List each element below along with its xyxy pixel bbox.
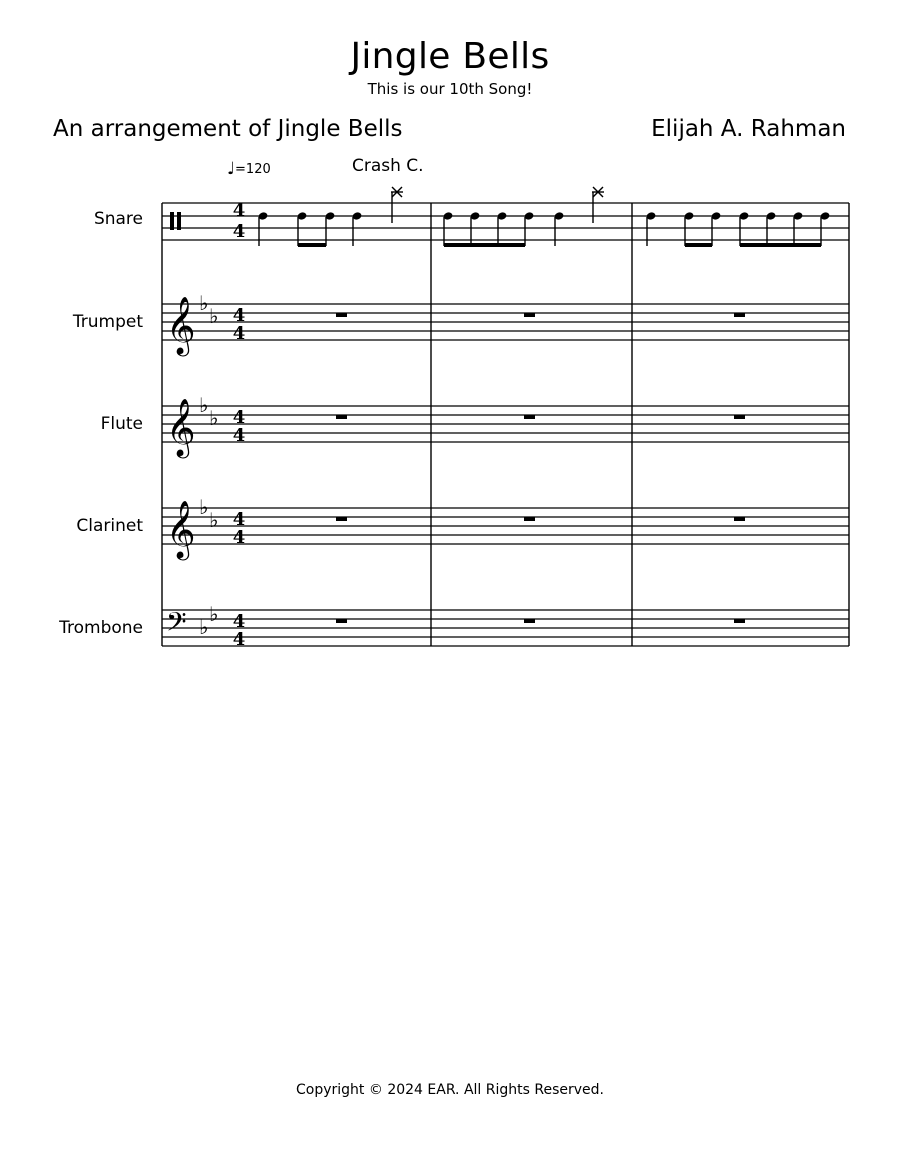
staff-flute bbox=[162, 406, 849, 442]
time-sig-top: 4 bbox=[232, 509, 246, 530]
percussion-clef-icon bbox=[170, 212, 181, 230]
page-title: Jingle Bells bbox=[350, 36, 550, 77]
svg-text:♭: ♭ bbox=[209, 602, 219, 626]
time-sig-top: 4 bbox=[232, 305, 246, 326]
measure-rest-icon bbox=[524, 313, 535, 317]
instrument-label-trumpet: Trumpet bbox=[72, 312, 143, 332]
staff-clarinet bbox=[162, 508, 849, 544]
composer-name: Elijah A. Rahman bbox=[651, 116, 846, 142]
crash-cymbal-label: Crash C. bbox=[352, 156, 424, 176]
measure-rest-icon bbox=[524, 619, 535, 623]
measure-rest-icon bbox=[524, 517, 535, 521]
instrument-label-flute: Flute bbox=[100, 414, 143, 434]
measure-rest-icon bbox=[336, 313, 347, 317]
time-sig-top: 4 bbox=[232, 407, 246, 428]
measure-rest-icon bbox=[336, 619, 347, 623]
page-subtitle: This is our 10th Song! bbox=[367, 80, 533, 98]
time-sig-bottom: 4 bbox=[232, 629, 246, 650]
measure-rest-icon bbox=[336, 517, 347, 521]
staff-trumpet bbox=[162, 304, 849, 340]
staff-snare bbox=[162, 203, 849, 240]
svg-text:♭: ♭ bbox=[209, 508, 219, 532]
svg-text:♭: ♭ bbox=[199, 495, 209, 519]
instrument-label-trombone: Trombone bbox=[59, 618, 143, 638]
quarter-note-icon: ♩ bbox=[227, 159, 236, 179]
staff-trombone bbox=[162, 610, 849, 646]
measure-rests bbox=[336, 313, 745, 623]
svg-text:♭: ♭ bbox=[199, 615, 209, 639]
time-sig-bottom: 4 bbox=[232, 323, 246, 344]
arrangement-text: An arrangement of Jingle Bells bbox=[53, 116, 403, 142]
svg-text:𝄞: 𝄞 bbox=[166, 398, 196, 456]
svg-text:♭: ♭ bbox=[199, 291, 209, 315]
svg-text:♭: ♭ bbox=[209, 304, 219, 328]
crash-cymbal-note-icon bbox=[592, 187, 604, 223]
time-sig-top: 4 bbox=[232, 200, 246, 221]
svg-text:♭: ♭ bbox=[199, 393, 209, 417]
snare-notes bbox=[258, 187, 831, 247]
time-signature bbox=[233, 200, 246, 650]
measure-rest-icon bbox=[336, 415, 347, 419]
svg-text:𝄢: 𝄢 bbox=[166, 606, 187, 644]
key-signature-flat-icon bbox=[199, 291, 218, 639]
tempo-value: =120 bbox=[235, 162, 271, 177]
measure-rest-icon bbox=[734, 313, 745, 317]
time-sig-top: 4 bbox=[232, 611, 246, 632]
svg-text:♭: ♭ bbox=[209, 406, 219, 430]
svg-text:𝄞: 𝄞 bbox=[166, 296, 196, 354]
treble-clef-icon bbox=[166, 296, 196, 561]
measure-rest-icon bbox=[734, 517, 745, 521]
crash-cymbal-note-icon bbox=[391, 187, 403, 223]
measure-rest-icon bbox=[734, 619, 745, 623]
measure-rest-icon bbox=[734, 415, 745, 419]
time-sig-bottom: 4 bbox=[232, 527, 246, 548]
measure-rest-icon bbox=[524, 415, 535, 419]
instrument-label-clarinet: Clarinet bbox=[76, 516, 143, 536]
svg-text:𝄞: 𝄞 bbox=[166, 500, 196, 558]
time-sig-bottom: 4 bbox=[232, 221, 246, 242]
time-sig-bottom: 4 bbox=[232, 425, 246, 446]
bass-clef-icon bbox=[166, 606, 187, 644]
copyright-notice: Copyright © 2024 EAR. All Rights Reserved. bbox=[296, 1082, 604, 1098]
instrument-label-snare: Snare bbox=[93, 209, 143, 229]
